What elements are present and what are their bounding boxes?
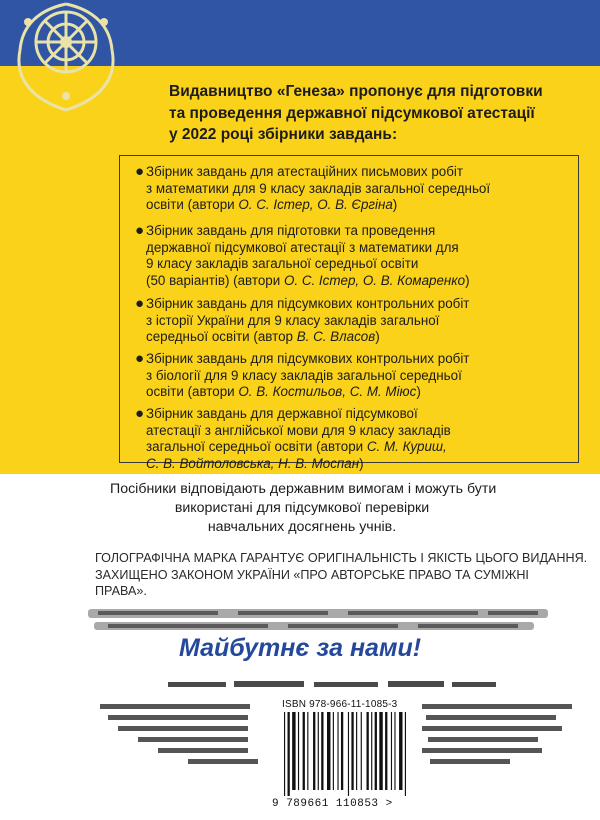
book-line: (50 варіантів) (автори О. С. Істер, О. В. Комаренко) xyxy=(146,272,470,288)
book-authors: О. В. Костильов, С. М. Міюс xyxy=(238,384,417,399)
book-line: 9 класу закладів загальної середньої освіти xyxy=(146,256,419,271)
bullet-icon: ● xyxy=(135,350,145,367)
book-line: державної підсумкової атестації з математики для xyxy=(146,239,459,255)
blurred-address-left xyxy=(98,700,268,770)
barcode-bar xyxy=(284,712,285,796)
bullet-icon: ● xyxy=(135,222,145,239)
barcode-bar xyxy=(367,712,369,790)
barcode-bar xyxy=(318,712,319,790)
book-line: з історії України для 9 класу закладів загальної xyxy=(146,312,440,328)
isbn-label: ISBN 978-966-11-1085-3 xyxy=(282,699,398,710)
book-line: освіти (автори О. В. Костильов, С. М. Міюс) xyxy=(146,384,421,399)
barcode-bar xyxy=(298,712,299,790)
book-line: С. В. Войтоловська, Н. В. Моспан) xyxy=(146,455,364,471)
barcode-bar xyxy=(337,712,338,790)
book-item-math-written xyxy=(136,164,576,214)
book-authors: В. С. Власов xyxy=(296,329,376,344)
book-authors: О. С. Істер, О. В. Єргіна xyxy=(238,197,393,212)
book-authors: С. М. Куриш, xyxy=(366,439,447,454)
book-authors: С. В. Войтоловська, Н. В. Моспан xyxy=(146,455,360,471)
blurred-text-block xyxy=(88,605,548,633)
barcode-bar xyxy=(394,712,395,790)
barcode-bar xyxy=(379,712,382,790)
bullet-icon: ● xyxy=(135,405,145,422)
barcode-bar xyxy=(356,712,357,790)
barcode-bar xyxy=(327,712,330,790)
book-line: загальної середньої освіти (автори С. М. Куриш, xyxy=(146,439,447,454)
ean-number: 9 789661 110853 > xyxy=(272,798,393,810)
barcode-bar xyxy=(405,712,406,796)
decorative-ornament-icon xyxy=(4,0,142,118)
book-item-english xyxy=(136,406,576,472)
book-line: Збірник завдань для атестаційних письмових робіт xyxy=(146,164,463,179)
legal-line: ПРАВА». xyxy=(95,584,147,598)
barcode-bar xyxy=(348,712,349,796)
book-authors: О. С. Істер, О. В. Комаренко xyxy=(283,272,466,288)
blurred-text-line xyxy=(168,676,498,692)
slogan: Майбутнє за нами! xyxy=(178,634,422,662)
book-line: з біології для 9 класу закладів загальної середньої xyxy=(146,367,462,383)
copyright-notice xyxy=(95,550,595,600)
intro-line: у 2022 році збірники завдань: xyxy=(169,126,398,143)
legal-line: ЗАХИЩЕНО ЗАКОНОМ УКРАЇНИ «ПРО АВТОРСЬКЕ ПРАВО ТА СУМІЖНІ xyxy=(95,567,529,582)
recommendation-line: навчальних досягнень учнів. xyxy=(207,519,397,535)
barcode-bar xyxy=(292,712,295,790)
intro-line: та проведення державної підсумкової атестації xyxy=(169,104,535,122)
barcode-bar xyxy=(307,712,308,790)
barcode-bar xyxy=(351,712,353,790)
barcode-bar xyxy=(313,712,315,790)
book-line: атестації з англійської мови для 9 класу закладів xyxy=(146,422,451,438)
bullet-icon: ● xyxy=(135,163,145,180)
legal-line: ГОЛОГРАФІЧНА МАРКА ГАРАНТУЄ ОРИГІНАЛЬНІСТЬ І ЯКІСТЬ ЦЬОГО ВИДАННЯ. xyxy=(95,551,588,565)
barcode-bar xyxy=(399,712,402,790)
book-line: Збірник завдань для підсумкових контрольних робіт xyxy=(146,351,470,366)
book-line: Збірник завдань для підсумкових контрольних робіт xyxy=(146,296,470,311)
book-item-biology xyxy=(136,351,576,401)
barcode-bar xyxy=(341,712,343,790)
barcode-bar xyxy=(371,712,372,790)
intro-line: Видавництво «Генеза» пропонує для підготовки xyxy=(169,83,543,100)
book-item-history xyxy=(136,296,576,346)
barcode-icon xyxy=(284,712,416,798)
bullet-icon: ● xyxy=(135,295,145,312)
barcode-bar xyxy=(321,712,323,790)
barcode-bar xyxy=(361,712,362,790)
book-line: Збірник завдань для підготовки та проведення xyxy=(146,223,436,238)
book-line: освіти (автори О. С. Істер, О. В. Єргіна) xyxy=(146,197,398,212)
book-line: Збірник завдань для державної підсумкової xyxy=(146,406,418,421)
recommendation-line: Посібники відповідають державним вимогам і можуть бути xyxy=(110,481,497,497)
barcode-bar xyxy=(391,712,392,790)
barcode-bar xyxy=(385,712,387,790)
book-line: з математики для 9 класу закладів загальної середньої xyxy=(146,180,491,196)
blurred-address-right xyxy=(420,700,590,770)
book-item-math-dpa xyxy=(136,223,576,289)
recommendation-line: використані для підсумкової перевірки xyxy=(174,500,430,516)
barcode-bar xyxy=(288,712,290,796)
barcode-bar xyxy=(375,712,377,790)
barcode-bar xyxy=(303,712,305,790)
barcode-bar xyxy=(333,712,334,790)
publisher-intro xyxy=(169,81,589,146)
book-line: середньої освіти (автор В. С. Власов) xyxy=(146,329,380,344)
recommendation-text xyxy=(110,480,497,537)
